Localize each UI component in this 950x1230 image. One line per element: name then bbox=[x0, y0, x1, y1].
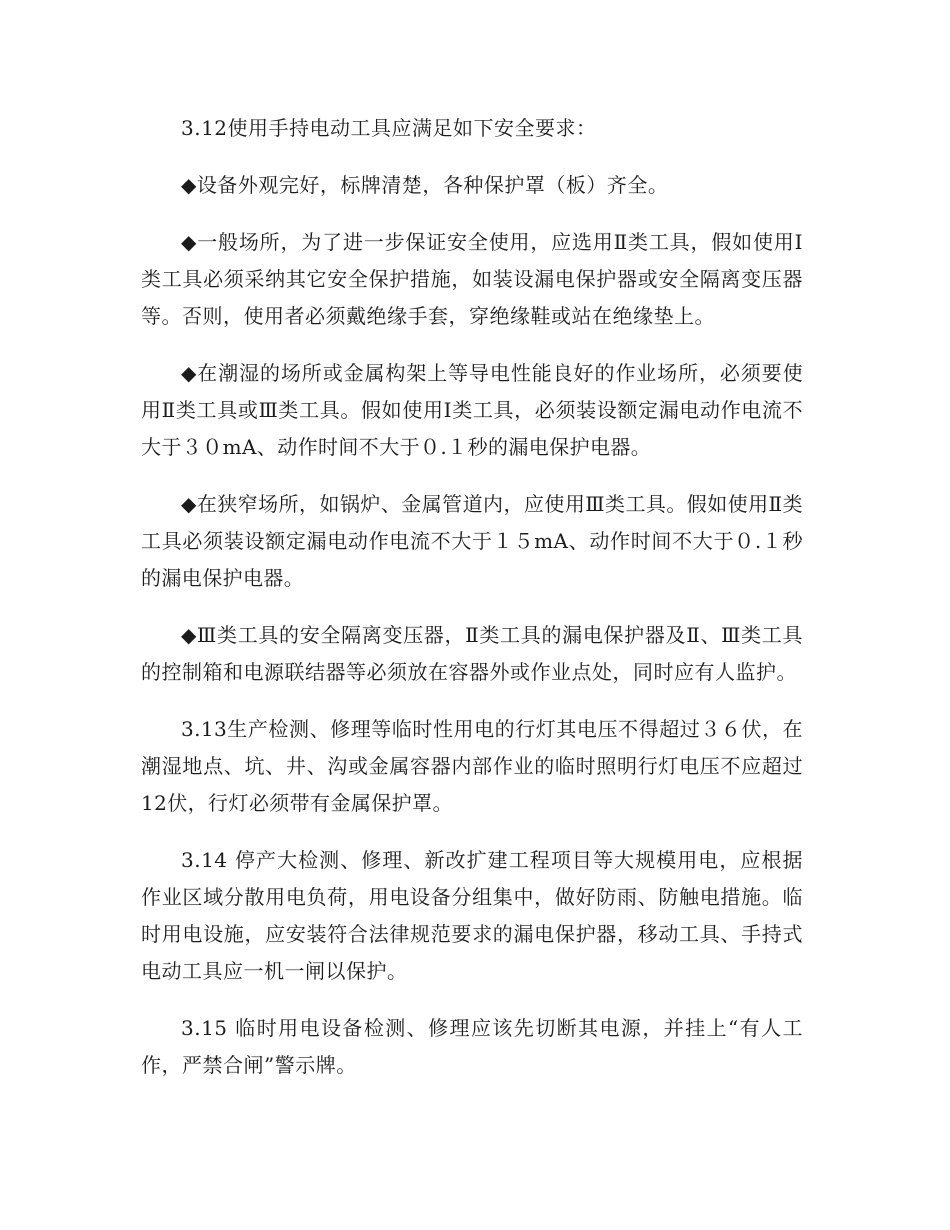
paragraph-3-14-large-scale: 3.14 停产大检测、修理、新改扩建工程项目等大规模用电，应根据作业区域分散用电负荷，用电设备分组集中，做好防雨、防触电措施。临时用电设施，应安装符合法律规范要求的漏电保护器，移动工具、手持式电动工具应一机一闸以保护。 bbox=[141, 848, 803, 983]
document-body bbox=[141, 110, 803, 1104]
paragraph-3-13-lamps: 3.13生产检测、修理等临时性用电的行灯其电压不得超过３６伏，在潮湿地点、坑、井、沟或金属容器内部作业的临时照明行灯电压不应超过12伏，行灯必须带有金属保护罩。 bbox=[141, 717, 803, 815]
paragraph-narrow-places: ◆在狭窄场所，如锅炉、金属管道内，应使用Ⅲ类工具。假如使用Ⅱ类工具必须装设额定漏电动作电流不大于１５mA、动作时间不大于０.１秒的漏电保护电器。 bbox=[141, 492, 803, 590]
paragraph-humid-places: ◆在潮湿的场所或金属构架上等导电性能良好的作业场所，必须要使用Ⅱ类工具或Ⅲ类工具。假如使用Ⅰ类工具，必须装设额定漏电动作电流不大于３０mA、动作时间不大于０.１秒的漏电保护电器。 bbox=[141, 361, 803, 459]
paragraph-equipment-appearance: ◆设备外观完好，标牌清楚，各种保护罩（板）齐全。 bbox=[181, 173, 669, 197]
paragraph-class-iii-transformer: ◆Ⅲ类工具的安全隔离变压器，Ⅱ类工具的漏电保护器及Ⅱ、Ⅲ类工具的控制箱和电源联结器等必须放在容器外或作业点处，同时应有人监护。 bbox=[141, 623, 803, 684]
paragraph-general-places: ◆一般场所，为了进一步保证安全使用，应选用Ⅱ类工具，假如使用Ⅰ类工具必须采纳其它安全保护措施，如装设漏电保护器或安全隔离变压器等。否则，使用者必须戴绝缘手套，穿绝缘鞋或站在绝缘垫上。 bbox=[141, 230, 803, 328]
paragraph-3-12-heading: 3.12使用手持电动工具应满足如下安全要求： bbox=[181, 116, 597, 140]
paragraph-3-15-maintenance: 3.15 临时用电设备检测、修理应该先切断其电源，并挂上“有人工作，严禁合闸”警示牌。 bbox=[141, 1016, 803, 1077]
